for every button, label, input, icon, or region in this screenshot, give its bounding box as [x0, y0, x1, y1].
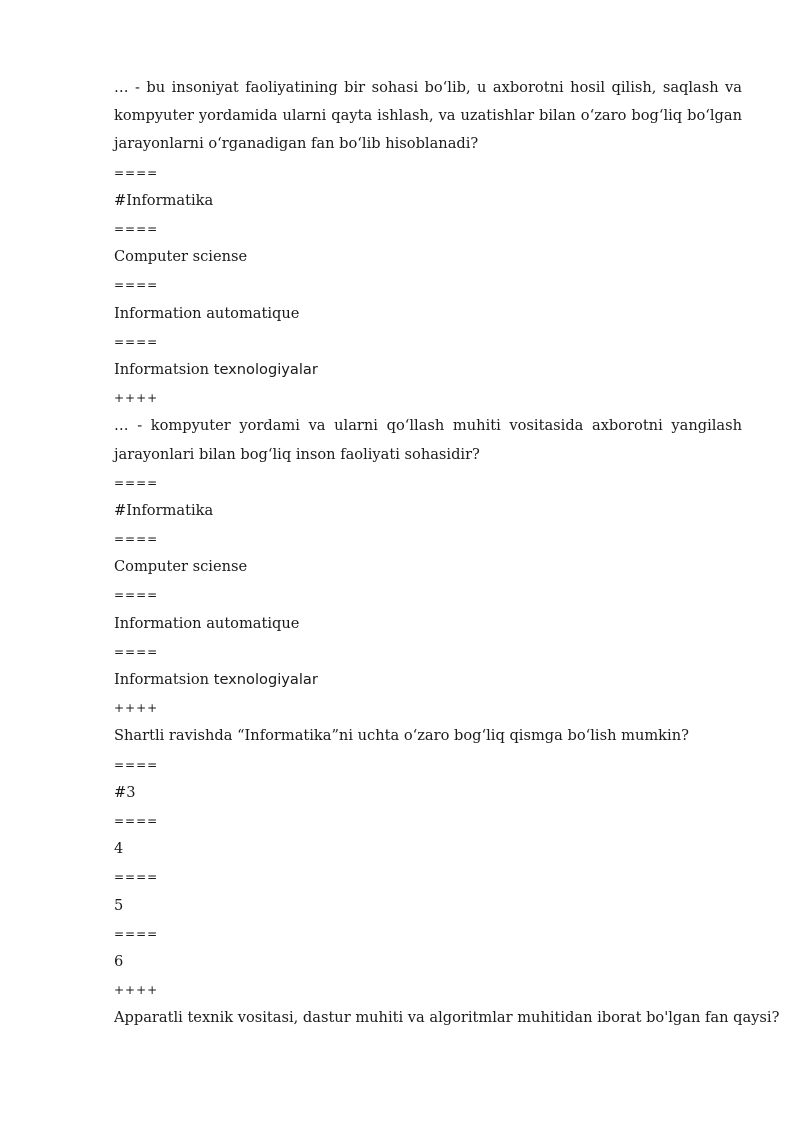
option-separator: ====	[114, 475, 159, 490]
question-separator: ++++	[114, 391, 159, 406]
option-4-suffix: texnologiyalar	[213, 671, 318, 689]
option-4-prefix: Informatsion	[114, 671, 214, 689]
option-separator: ====	[114, 165, 159, 180]
question-4-text: Apparatli texnik vositasi, dastur muhiti va algoritmlar muhitidan iborat bo'lgan fan qaysi?	[114, 1009, 780, 1027]
option-separator: ====	[114, 926, 159, 941]
option-4-prefix: Informatsion	[114, 360, 214, 378]
option-separator: ====	[114, 870, 159, 885]
question-separator: ++++	[114, 701, 159, 716]
question-separator: ++++	[114, 983, 159, 998]
question-3-text: Shartli ravishda “Informatika”ni uchta o‘zaro bog‘liq qismga bo‘lish mumkin?	[114, 727, 689, 745]
question-1-text: … - bu insoniyat faoliyatining bir sohasi bo‘lib, u axborotni hosil qilish, saqlash va kompyuter yordamida ularni qayta ishlash, va uzatishlar bilan o‘zaro bog‘liq bo‘lgan jarayonlarni o‘rganadigan fan bo‘lib hisoblanadi?	[114, 79, 742, 153]
option-separator: ====	[114, 588, 159, 603]
question-2-option-4	[114, 666, 742, 694]
question-3-option-2: 4	[114, 840, 124, 858]
question-2-option-3: Information automatique	[114, 614, 300, 632]
question-1-option-1: #Informatika	[114, 191, 214, 209]
question-1-option-3: Information automatique	[114, 304, 300, 322]
question-3-option-3: 5	[114, 896, 124, 914]
question-2-option-2: Computer sciense	[114, 558, 248, 576]
option-separator: ====	[114, 334, 159, 349]
option-separator: ====	[114, 221, 159, 236]
option-separator: ====	[114, 813, 159, 828]
option-separator: ====	[114, 644, 159, 659]
option-separator: ====	[114, 278, 159, 293]
question-1-option-2: Computer sciense	[114, 248, 248, 266]
option-separator: ====	[114, 757, 159, 772]
option-separator: ====	[114, 532, 159, 547]
question-3-option-4: 6	[114, 952, 124, 970]
question-2-text: … - kompyuter yordami va ularni qo‘llash muhiti vositasida axborotni yangilash jarayonlari bilan bog‘liq inson faoliyati sohasidir?	[114, 417, 742, 463]
question-2-option-1: #Informatika	[114, 501, 214, 519]
option-4-suffix: texnologiyalar	[213, 360, 318, 378]
question-3-option-1: #3	[114, 783, 136, 801]
document-page	[114, 74, 780, 1032]
question-1-option-4	[114, 356, 742, 384]
